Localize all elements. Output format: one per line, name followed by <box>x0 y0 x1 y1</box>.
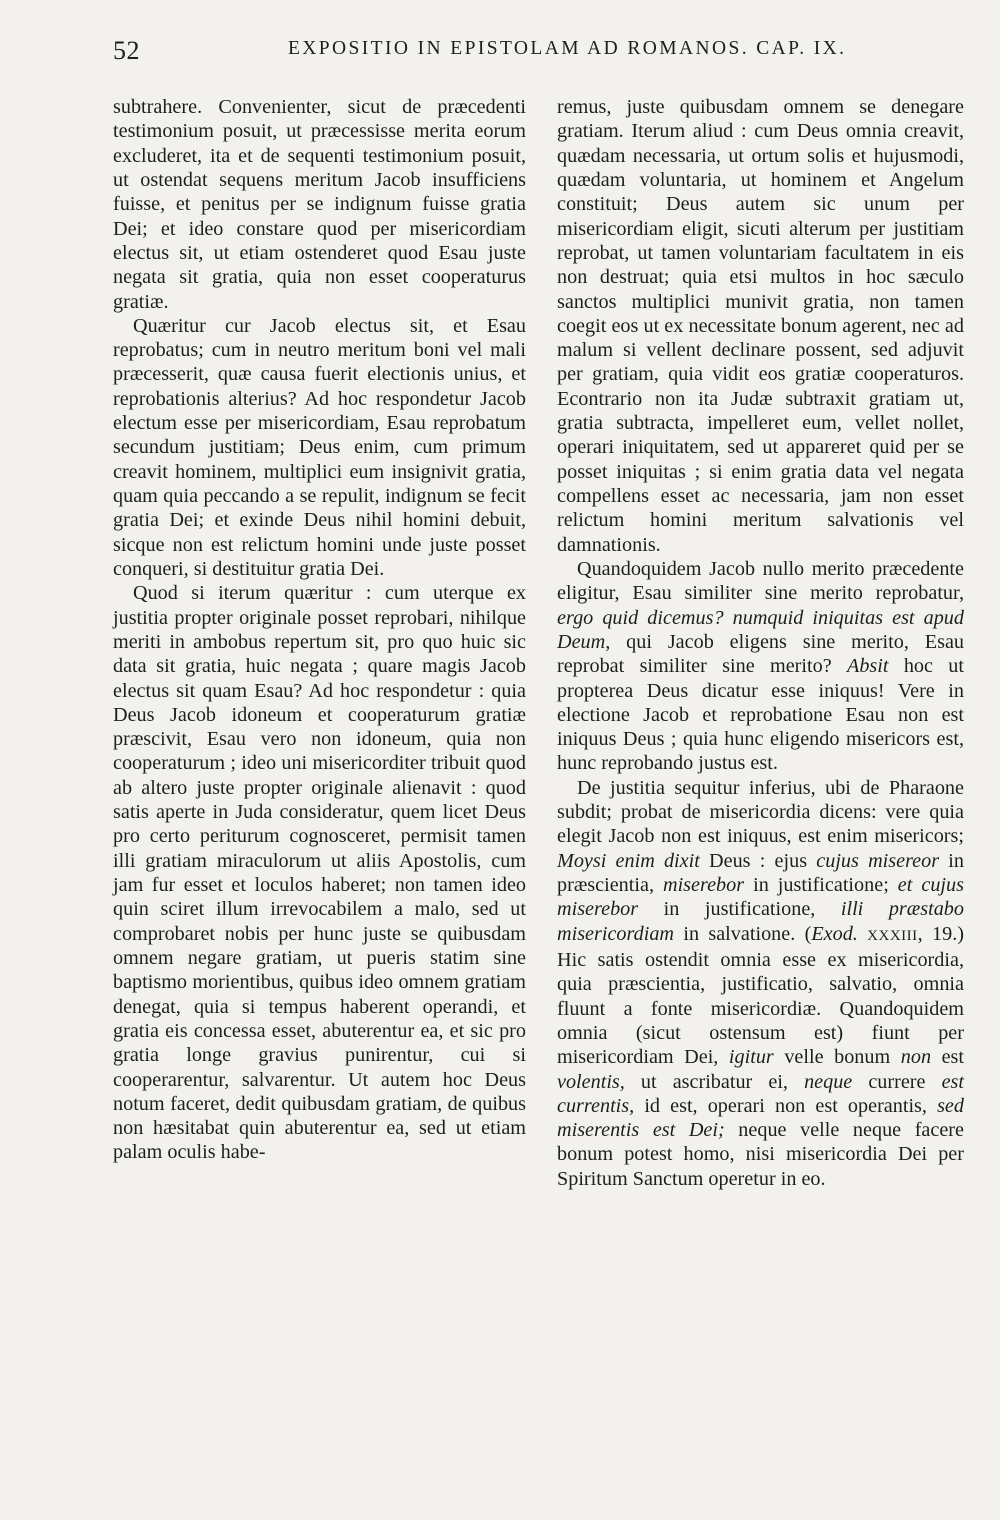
italic-quote: cujus misereor <box>816 849 940 872</box>
text-run: in salvatione. ( <box>674 922 812 945</box>
italic-quote: et cujus miserebor <box>557 874 964 921</box>
text-run: hoc ut propterea Deus dicatur esse iniquus! Vere in electione Jacob et reprobatione Esau non est iniquus Deus ; quia hunc eligendo misericors est, hunc reprobando justus est. <box>557 655 964 775</box>
left-column <box>113 95 526 1165</box>
italic-quote: sed miserentis est Dei; <box>557 1094 964 1142</box>
text-run: qui Jacob eligens sine merito, Esau reprobat similiter sine merito? <box>557 630 964 678</box>
italic-quote: ergo quid dicemus? numquid iniquitas est apud Deum, <box>557 606 964 653</box>
italic-quote: non <box>900 1046 932 1069</box>
italic-quote: miserebor <box>662 874 745 896</box>
italic-quote: illi præstabo misericordiam <box>557 898 964 945</box>
paragraph <box>557 557 964 776</box>
italic-quote: igitur <box>728 1046 774 1069</box>
citation-book: Exod. <box>811 922 858 945</box>
text-run: neque velle neque facere bonum potest homo, nisi misericordia Dei per Spiritum Sanctum operetur in eo. <box>557 1119 964 1190</box>
text-run: in justificatione, <box>638 898 841 921</box>
text-run: ut ascribatur ei, <box>624 1070 805 1093</box>
text-run: id est, operari non est operantis, <box>634 1094 938 1117</box>
italic-quote: volentis, <box>557 1070 625 1093</box>
italic-quote: Moysi enim dixit <box>557 849 700 872</box>
page-number: 52 <box>113 36 140 65</box>
text-run: in justificatione; <box>744 874 898 896</box>
italic-quote: est currentis, <box>557 1070 964 1117</box>
text-run: De justitia sequitur inferius, ubi de Pharaone subdit; probat de misericordia dicens: vere quia elegit Jacob non est iniquus, est enim misericors; <box>557 776 964 848</box>
text-run: Quandoquidem Jacob nullo merito præcedente eligitur, Esau similiter sine merito reprobatur, <box>557 557 964 605</box>
running-title: EXPOSITIO IN EPISTOLAM AD ROMANOS. CAP. IX. <box>288 38 847 59</box>
text-run: , 19.) Hic satis ostendit omnia esse ex misericordia, quia præscientia, justificatio, salvatio, omnia fluunt a fonte misericordiæ. Quandoquidem omnia (sicut ostensum est) fiunt per misericordiam Dei, <box>557 922 964 1069</box>
paragraph: subtrahere. Convenienter, sicut de præcedenti testimonium posuit, ut præcessisse merita eorum excluderet, ita et de sequenti testimonium posuit, ut ostendat sequens meritum Jacob insufficiens fuisse, et penitus per se indignum fuisse gratia Dei; et ideo constare quod per misericordiam electus sit, ut etiam ostenderet quod Esau juste negata sit gratia, quia non esset cooperaturus gratiæ. <box>113 96 526 313</box>
text-run: currere <box>852 1070 942 1093</box>
italic-quote: Absit <box>847 655 889 678</box>
paragraph: remus, juste quibusdam omnem se denegare gratiam. Iterum aliud : cum Deus omnia creavit, quædam necessaria, ut ortum solis et hujusmodi, quædam voluntaria, ut hominem et Angelum constituit; Deus autem sic unum per misericordiam eligit, sicuti alterum per justitiam reprobat, ut tamen voluntariam facultatem in eis non destruat; quia etsi multos in hoc sæculo sanctos multiplici munivit gratia, non tamen coegit eos ut ex necessitate bonum agerent, nec ad malum si vellent declinare possent, sed adjuvit per gratiam, quia vidit eos gratiæ cooperaturos. Econtrario non ita Judæ subtraxit gratiam ut, gratia subtracta, impelleret eum, vellet nollet, operari iniquitatem, sed ut appareret quid per se posset iniquitas ; si enim gratia data vel negata compellens esset ac necessaria, jam non esset relictum homini meritum salvationis vel damnationis. <box>557 96 964 556</box>
text-run: velle bonum <box>773 1046 901 1069</box>
paragraph: Quæritur cur Jacob electus sit, et Esau reprobatus; cum in neutro meritum boni vel mali præcesserit, quæ causa fuerit electionis unius, et reprobationis alterius? Ad hoc respondetur Jacob electum esse per misericordiam, Esau reprobatum secundum justitiam; Deus enim, cum primum creavit hominem, multiplici eum insignivit gratia, quam quia peccando a se repulit, indignum se fecit gratia Dei; et exinde Deus nihil homini debuit, sicque non est relictum homini unde juste posset conqueri, si destituitur gratia Dei. <box>113 314 526 580</box>
citation-chapter: XXXIII <box>867 927 918 944</box>
right-column <box>557 95 964 1191</box>
italic-quote: neque <box>804 1070 853 1093</box>
paragraph <box>557 776 964 1191</box>
paragraph: Quod si iterum quæritur : cum uterque ex justitia propter originale posset reprobari, nihilque meriti in ambobus repertum sit, pro quo huic sic data sit gratia, huic negata ; quare magis Jacob electus sit quam Esau? Ad hoc respondetur : quia Deus Jacob idoneum et cooperaturum gratiæ præscivit, Esau vero non idoneum, quia non cooperaturum ; ideo uni misericorditer tribuit quod ab altero juste propter originale alienavit : quod satis aperte in Juda consideratur, quem licet Deus pro certo periturum cognosceret, permisit tamen illi gratiam miraculorum ut aliis Apostolis, cum jam fur esset et loculos haberet; non tamen ideo quin sciret illum irrevocabilem a malo, sed ut comprobaret nobis per hunc juste se quibusdam omnem negare gratiam, ut pueris statim sine baptismo morientibus, quibus ideo omnem gratiam denegat, quia si tempus haberent operandi, et gratia eis concessa esset, abuterentur ea, et sic pro gratia longe gravius punirentur, cui si cooperarentur, salvarentur. Ut autem hoc Deus notum faceret, dedit quibusdam gratiam, de quibus non hæsitabat quin abuterentur ea, sed ut etiam palam oculis habe- <box>113 582 526 1164</box>
text-run: in præscientia, <box>557 849 965 896</box>
text-run: est <box>931 1046 965 1069</box>
text-run: Deus : ejus <box>699 849 817 872</box>
